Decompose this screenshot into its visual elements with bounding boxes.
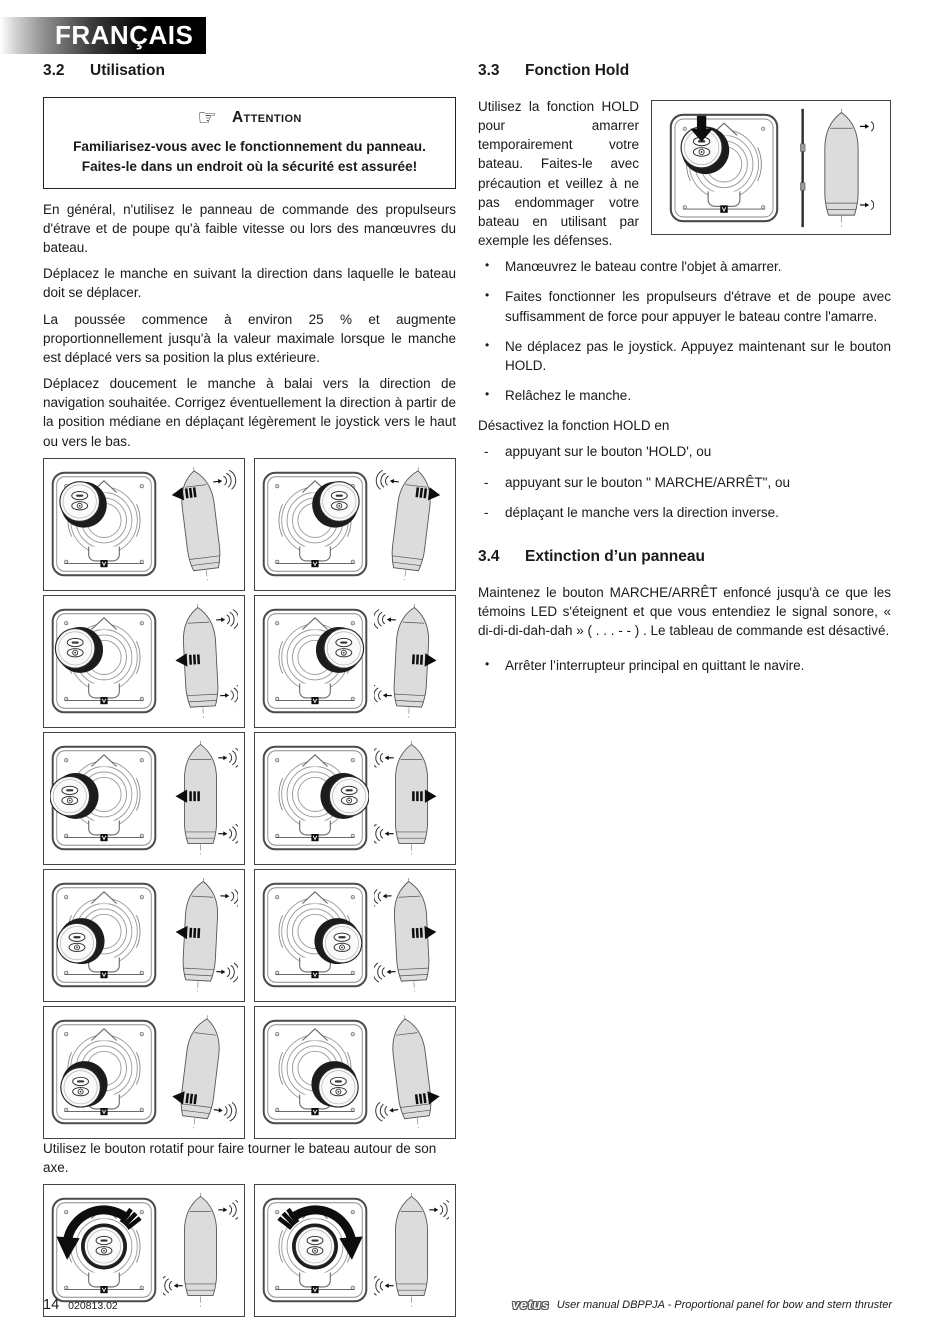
thruster-wash-waves — [381, 829, 384, 838]
thruster-wash-waves — [378, 612, 383, 626]
paragraph: La poussée commence à environ 25 % et augmente proportionnellement jusqu'à la valeur maximale lorsque le manche est déplacé vers sa position la plus extérieure. — [43, 311, 456, 365]
thruster-wash-waves — [382, 968, 385, 977]
figure-cell-joystick-right — [254, 595, 456, 728]
figure-cell-joystick-down-left — [43, 1006, 245, 1139]
thruster-wash-waves — [229, 829, 232, 838]
thruster-wash-waves — [440, 1206, 443, 1215]
left-column — [43, 62, 456, 1317]
boat-drawing — [163, 1191, 238, 1309]
thruster-wash-waves — [374, 890, 378, 904]
movement-arrow-right — [425, 790, 437, 803]
rotation-caption: Utilisez le bouton rotatif pour faire tourner le bateau autour de son axe. — [43, 1140, 437, 1175]
figure-cell-joystick-full-left — [43, 732, 245, 865]
thruster-panel-drawing — [261, 744, 369, 852]
thruster-wash-waves — [871, 121, 874, 130]
thruster-wash-waves — [231, 892, 234, 901]
boat-drawing — [163, 739, 238, 857]
boat-drawing — [374, 465, 449, 583]
list-item: - appuyant sur le bouton 'HOLD', ou — [478, 442, 891, 461]
figure-cell-joystick-up-left — [43, 458, 245, 591]
section-number: 3.2 — [43, 62, 65, 79]
section-3-3-heading — [478, 62, 891, 80]
figure-cell-joystick-full-right — [254, 732, 456, 865]
thruster-wash-waves — [233, 751, 237, 765]
boat-drawing — [374, 1013, 449, 1131]
thruster-wash-waves — [871, 200, 874, 209]
thruster-wash-waves — [234, 688, 238, 702]
section-number: 3.3 — [478, 62, 500, 79]
boat-drawing — [374, 1191, 449, 1309]
movement-arrow-left — [176, 925, 188, 939]
thruster-panel-drawing — [50, 607, 158, 715]
boat-drawing — [374, 739, 449, 857]
thruster-wash-waves — [385, 476, 389, 485]
thruster-wash-waves — [229, 1206, 232, 1215]
list-item: • Ne déplacez pas le joystick. Appuyez maintenant sur le bouton HOLD. — [478, 337, 891, 375]
thruster-wash-waves — [233, 1203, 237, 1217]
thruster-wash-waves — [227, 1104, 233, 1118]
boat-drawing — [374, 602, 449, 720]
thruster-wash-waves — [379, 691, 382, 700]
section-3-2-heading — [43, 62, 456, 80]
right-column — [478, 62, 891, 686]
thruster-wash-waves — [374, 688, 378, 702]
fender — [800, 182, 805, 189]
list-item: • Arrêter l’interrupteur principal en quittant le navire. — [478, 656, 891, 675]
movement-arrow-left — [176, 790, 188, 803]
thruster-wash-waves — [230, 1102, 238, 1122]
language-banner — [0, 17, 206, 54]
thruster-panel-drawing — [261, 470, 369, 578]
thruster-wash-waves — [229, 470, 237, 490]
section-3-4-heading — [478, 548, 891, 566]
thruster-panel-drawing — [261, 1196, 369, 1304]
document-code: 020813.02 — [68, 1300, 118, 1312]
joystick-direction-figure-grid — [43, 458, 456, 1139]
thruster-wash-waves — [233, 827, 237, 841]
section-title: Fonction Hold — [525, 62, 630, 79]
language-banner-label: FRANÇAIS — [55, 20, 194, 50]
thruster-panel-drawing — [261, 881, 369, 989]
off-bullet-list — [478, 656, 891, 675]
boat-drawing — [163, 1013, 238, 1131]
thruster-wash-waves — [380, 1104, 386, 1118]
paragraph: Utilisez la fonction HOLD pour amarrer temporairement votre bateau. Faites-le avec précaution et veillez à ne pas endommager votre bateau en utilisant par exemple les défenses. — [478, 99, 639, 249]
thruster-wash-waves — [231, 691, 234, 700]
figure-cell-joystick-low-left — [43, 869, 245, 1002]
thruster-panel-drawing — [50, 881, 158, 989]
thruster-panel-drawing — [50, 744, 158, 852]
attention-line-2: Faites-le dans un endroit où la sécurité est assurée! — [81, 159, 418, 175]
thruster-wash-waves — [224, 1107, 228, 1116]
attention-line-1: Familiarisez-vous avec le fonctionnement du panneau. — [73, 139, 426, 154]
thruster-wash-waves — [380, 473, 386, 487]
movement-arrow-right — [425, 653, 437, 667]
figure-cell-joystick-up-right — [254, 458, 456, 591]
thruster-wash-waves — [378, 965, 383, 979]
thruster-wash-waves — [383, 615, 386, 624]
thruster-wash-waves — [376, 751, 380, 765]
footer-right — [512, 1298, 892, 1312]
thruster-wash-waves — [444, 1203, 448, 1217]
thruster-wash-waves — [376, 1279, 380, 1293]
thruster-wash-waves — [234, 890, 238, 904]
boat-drawing — [796, 107, 874, 229]
boat-drawing — [163, 465, 238, 583]
thruster-wash-waves — [378, 892, 381, 901]
vetus-logo: vetus — [512, 1298, 550, 1312]
thruster-panel-drawing — [50, 1196, 158, 1304]
hold-section — [478, 97, 891, 405]
thruster-wash-waves — [170, 1282, 173, 1291]
list-item: - appuyant sur le bouton " MARCHE/ARRÊT", ou — [478, 473, 891, 492]
deactivate-dash-list — [478, 442, 891, 521]
section-title: Utilisation — [90, 62, 165, 79]
figure-cell-joystick-low-right — [254, 869, 456, 1002]
thruster-panel-drawing — [261, 607, 369, 715]
thruster-wash-waves — [376, 827, 380, 841]
section-number: 3.4 — [478, 547, 500, 565]
figure-cell-joystick-down-right — [254, 1006, 456, 1139]
thruster-wash-waves — [227, 968, 230, 977]
boat-drawing — [163, 876, 238, 994]
thruster-wash-waves — [385, 1107, 389, 1116]
attention-label: Attention — [231, 109, 302, 126]
figure-cell-joystick-left — [43, 595, 245, 728]
boat-drawing — [374, 876, 449, 994]
thruster-wash-waves — [375, 1102, 383, 1122]
movement-arrow-right — [425, 925, 437, 939]
page-number: 14 — [43, 1297, 60, 1313]
thruster-wash-waves — [227, 473, 233, 487]
thruster-panel-drawing — [50, 1018, 158, 1126]
thruster-wash-waves — [381, 1282, 384, 1291]
paragraph: En général, n'utilisez le panneau de commande des propulseurs d'étrave et de poupe qu'à faible vitesse ou lors des manœuvres du bateau. — [43, 201, 456, 256]
hold-bullet-list — [478, 257, 891, 405]
list-item: • Manœuvrez le bateau contre l'objet à amarrer. — [478, 257, 891, 276]
thruster-panel-drawing — [668, 112, 780, 224]
thruster-wash-waves — [230, 612, 235, 626]
thruster-wash-waves — [227, 615, 230, 624]
thruster-panel-drawing — [50, 470, 158, 578]
thruster-wash-waves — [165, 1279, 169, 1293]
pointing-hand-icon: ☞ — [197, 105, 217, 130]
thruster-wash-waves — [230, 965, 235, 979]
paragraph: Déplacez le manche en suivant la direction dans laquelle le bateau doit se déplacer. — [43, 266, 456, 301]
section-title: Extinction d’un panneau — [525, 547, 705, 565]
hold-function-figure — [651, 100, 891, 235]
footer-left — [43, 1297, 118, 1313]
thruster-wash-waves — [229, 753, 232, 762]
list-item: • Faites fonctionner les propulseurs d'étrave et de poupe avec suffisamment de force pour appuyer le bateau contre l'amarre. — [478, 287, 891, 325]
thruster-wash-waves — [381, 753, 384, 762]
thruster-wash-waves — [224, 476, 228, 485]
manual-title-footer: User manual DBPPJA - Proportional panel for bow and stern thruster — [556, 1299, 892, 1311]
paragraph: Maintenez le bouton MARCHE/ARRÊT enfoncé jusqu'à ce que les témoins LED s'éteignent et que vous entendiez le signal sonore, « di-di-di-dah-dah » ( . . . - - ) . Le tableau de commande est désactivé. — [478, 584, 891, 639]
attention-box — [43, 97, 456, 189]
list-item: • Relâchez le manche. — [478, 386, 891, 405]
attention-header — [54, 105, 445, 130]
thruster-panel-drawing — [261, 1018, 369, 1126]
movement-arrow-left — [175, 653, 187, 667]
boat-drawing — [163, 602, 238, 720]
fender — [800, 143, 805, 150]
thruster-wash-waves — [376, 470, 384, 490]
page-footer — [43, 1297, 892, 1313]
list-item: - déplaçant le manche vers la direction inverse. — [478, 503, 891, 522]
deactivate-heading: Désactivez la fonction HOLD en — [478, 418, 670, 434]
paragraph: Déplacez doucement le manche à balai vers la direction de navigation souhaitée. Corrigez éventuellement la direction à partir de la position médiane en déplaçant légèrement le joystick vers le haut ou vers le bas. — [43, 376, 456, 449]
